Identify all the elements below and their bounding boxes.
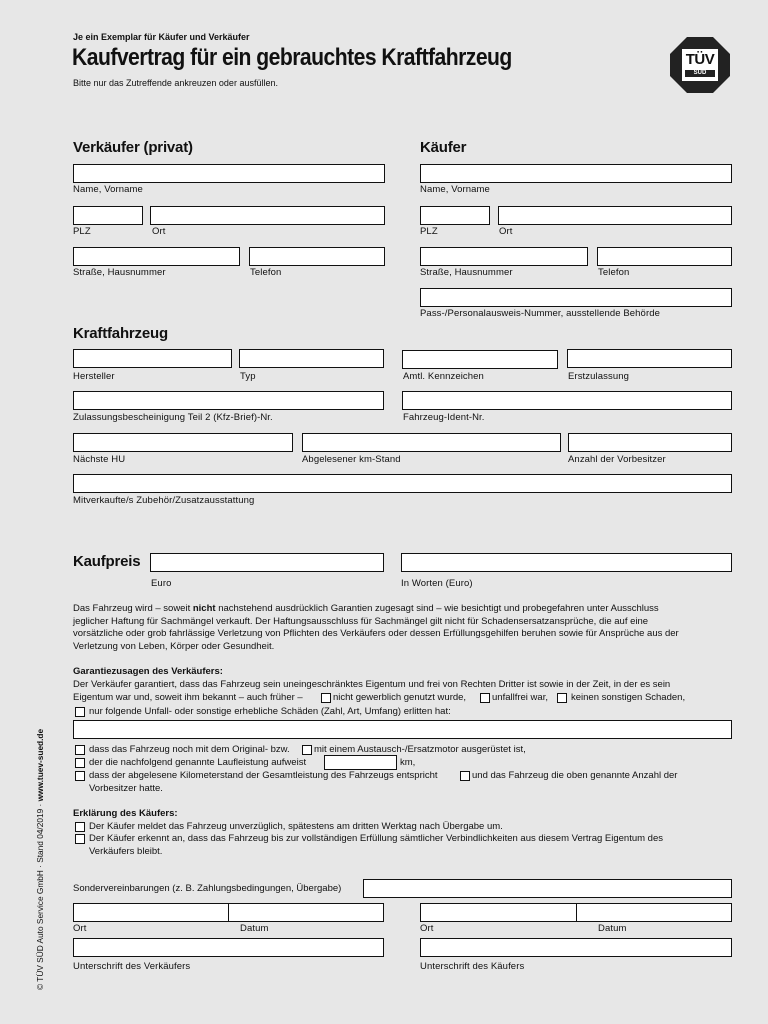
mileage-field[interactable]: [324, 755, 397, 770]
buyer-ort-label: Ort: [499, 226, 513, 237]
accident-free-checkbox[interactable]: [480, 693, 490, 703]
buyer-name-label: Name, Vorname: [420, 184, 490, 195]
vehicle-first-registration-label: Erstzulassung: [568, 371, 629, 382]
seller-sign-ort-label: Ort: [73, 923, 87, 934]
mileage-checkbox[interactable]: [75, 758, 85, 768]
vehicle-manufacturer-label: Hersteller: [73, 371, 115, 382]
header-note: Je ein Exemplar für Käufer und Verkäufer: [73, 32, 250, 42]
page-instruction: Bitte nur das Zutreffende ankreuzen oder ausfüllen.: [73, 78, 278, 88]
buyer-signature-label: Unterschrift des Käufers: [420, 961, 525, 972]
disclaimer-emphasis: nicht: [192, 603, 216, 614]
disclaimer-text: nachstehend ausdrücklich Garantien zugesagt sind – wie besichtigt und probegefahren unter Ausschluss: [215, 603, 659, 614]
vehicle-plate-label: Amtl. Kennzeichen: [403, 371, 484, 382]
vehicle-plate-field[interactable]: [402, 350, 558, 369]
exchange-engine-label: mit einem Austausch-/Ersatzmotor ausgerüstet ist,: [314, 744, 526, 755]
guarantees-text: Der Verkäufer garantiert, dass das Fahrzeug sein uneingeschränktes Eigentum und frei von Rechten Dritter ist sowie in der Zeit, in der es sein: [73, 679, 671, 690]
special-agreements-field[interactable]: [363, 879, 732, 898]
vehicle-reg-cert-label: Zulassungsbescheinigung Teil 2 (Kfz-Brief)-Nr.: [73, 412, 273, 423]
original-engine-label: dass das Fahrzeug noch mit dem Original- bzw.: [89, 744, 290, 755]
only-following-damage-label: nur folgende Unfall- oder sonstige erhebliche Schäden (Zahl, Art, Umfang) erlitten hat:: [89, 706, 451, 717]
page-title: Kaufvertrag für ein gebrauchtes Kraftfahrzeug: [72, 44, 512, 71]
km-total-label: dass der abgelesene Kilometerstand der Gesamtleistung des Fahrzeugs entspricht: [89, 770, 438, 781]
buyer-register-label: Der Käufer meldet das Fahrzeug unverzüglich, spätestens am dritten Werktag nach Übergabe um.: [89, 821, 503, 832]
original-engine-checkbox[interactable]: [75, 745, 85, 755]
no-damage-label: keinen sonstigen Schaden,: [571, 692, 686, 703]
buyer-plz-label: PLZ: [420, 226, 438, 237]
vehicle-next-hu-field[interactable]: [73, 433, 293, 452]
buyer-heading: Käufer: [420, 139, 467, 156]
vehicle-km-label: Abgelesener km-Stand: [302, 454, 401, 465]
ownership-reservation-label-cont: Verkäufers bleibt.: [89, 846, 163, 857]
not-commercial-label: nicht gewerblich genutzt wurde,: [333, 692, 467, 703]
seller-street-field[interactable]: [73, 247, 240, 266]
seller-phone-field[interactable]: [249, 247, 385, 266]
guarantees-heading: Garantiezusagen des Verkäufers:: [73, 666, 223, 677]
ownership-reservation-label: Der Käufer erkennt an, dass das Fahrzeug bis zur vollständigen Erfüllung sämtlicher Verbindlichkeiten aus diesem Vertrag Eigentum des: [89, 833, 664, 844]
seller-signature-label: Unterschrift des Verkäufers: [73, 961, 191, 972]
price-words-field[interactable]: [401, 553, 732, 572]
buyer-declaration-heading: Erklärung des Käufers:: [73, 808, 178, 819]
disclaimer-text: Das Fahrzeug wird – soweit: [73, 603, 193, 614]
seller-name-field[interactable]: [73, 164, 385, 183]
disclaimer-text: Verletzung von Leben, Körper oder Gesundheit.: [73, 640, 275, 652]
km-total-checkbox[interactable]: [75, 771, 85, 781]
vehicle-accessories-field[interactable]: [73, 474, 732, 493]
seller-street-label: Straße, Hausnummer: [73, 267, 166, 278]
buyer-sign-ort-field[interactable]: [420, 903, 577, 922]
buyer-id-label: Pass-/Personalausweis-Nummer, ausstellende Behörde: [420, 308, 660, 319]
damage-description-field[interactable]: [73, 720, 732, 739]
vehicle-vin-field[interactable]: [402, 391, 732, 410]
vehicle-type-field[interactable]: [239, 349, 384, 368]
buyer-phone-label: Telefon: [598, 267, 630, 278]
seller-name-label: Name, Vorname: [73, 184, 143, 195]
buyer-name-field[interactable]: [420, 164, 732, 183]
prev-owners-label-cont: Vorbesitzer hatte.: [89, 783, 163, 794]
vehicle-prev-owners-label: Anzahl der Vorbesitzer: [568, 454, 666, 465]
buyer-sign-date-field[interactable]: [576, 903, 732, 922]
disclaimer-paragraph: [73, 603, 733, 653]
vehicle-prev-owners-field[interactable]: [568, 433, 732, 452]
logo-text: TÜV: [685, 51, 715, 68]
prev-owners-label: und das Fahrzeug die oben genannte Anzahl der: [472, 770, 678, 781]
buyer-signature-field[interactable]: [420, 938, 732, 957]
buyer-street-field[interactable]: [420, 247, 588, 266]
buyer-phone-field[interactable]: [597, 247, 732, 266]
seller-ort-label: Ort: [152, 226, 166, 237]
vehicle-manufacturer-field[interactable]: [73, 349, 232, 368]
vehicle-reg-cert-field[interactable]: [73, 391, 384, 410]
ownership-reservation-checkbox[interactable]: [75, 834, 85, 844]
seller-heading: Verkäufer (privat): [73, 139, 193, 156]
accident-free-label: unfallfrei war,: [492, 692, 548, 703]
vehicle-vin-label: Fahrzeug-Ident-Nr.: [403, 412, 485, 423]
vehicle-heading: Kraftfahrzeug: [73, 325, 168, 342]
disclaimer-text: jeglicher Haftung für Sachmängel verkauft. Der Haftungsausschluss für Sachmängel gilt nicht für Schadensersatzansprüche, die auf eine: [73, 615, 649, 627]
seller-sign-ort-field[interactable]: [73, 903, 229, 922]
buyer-sign-ort-label: Ort: [420, 923, 434, 934]
logo-subtext: SÜD: [693, 70, 707, 76]
seller-plz-label: PLZ: [73, 226, 91, 237]
seller-sign-date-label: Datum: [240, 923, 269, 934]
seller-plz-field[interactable]: [73, 206, 143, 225]
price-heading: Kaufpreis: [73, 553, 141, 570]
disclaimer-text: vorsätzliche oder grob fahrlässige Verletzung von Pflichten des Verkäufers oder dessen Erfüllungsgehilfen beruhen sowie für Ansprüche aus der: [73, 628, 679, 640]
copyright-text: © TÜV SÜD Auto Service GmbH · Stand 04/2019 ·: [35, 801, 45, 990]
seller-ort-field[interactable]: [150, 206, 385, 225]
exchange-engine-checkbox[interactable]: [302, 745, 312, 755]
buyer-register-checkbox[interactable]: [75, 822, 85, 832]
seller-sign-date-field[interactable]: [228, 903, 384, 922]
vehicle-type-label: Typ: [240, 371, 256, 382]
buyer-street-label: Straße, Hausnummer: [420, 267, 513, 278]
vehicle-next-hu-label: Nächste HU: [73, 454, 126, 465]
price-euro-label: Euro: [151, 578, 172, 589]
price-euro-field[interactable]: [150, 553, 384, 572]
buyer-ort-field[interactable]: [498, 206, 732, 225]
guarantees-text: Eigentum war und, soweit ihm bekannt – auch früher –: [73, 692, 303, 703]
buyer-sign-date-label: Datum: [598, 923, 627, 934]
buyer-id-field[interactable]: [420, 288, 732, 307]
vehicle-accessories-label: Mitverkaufte/s Zubehör/Zusatzausstattung: [73, 495, 255, 506]
vehicle-km-field[interactable]: [302, 433, 561, 452]
no-damage-checkbox[interactable]: [557, 693, 567, 703]
buyer-plz-field[interactable]: [420, 206, 490, 225]
website-link[interactable]: www.tuev-sued.de: [35, 728, 45, 802]
only-following-damage-checkbox[interactable]: [75, 707, 85, 717]
vehicle-first-registration-field[interactable]: [567, 349, 732, 368]
mileage-label: der die nachfolgend genannte Laufleistung aufweist: [89, 757, 307, 768]
seller-phone-label: Telefon: [250, 267, 282, 278]
not-commercial-checkbox[interactable]: [321, 693, 331, 703]
prev-owners-checkbox[interactable]: [460, 771, 470, 781]
seller-signature-field[interactable]: [73, 938, 384, 957]
special-agreements-label: Sondervereinbarungen (z. B. Zahlungsbedingungen, Übergabe): [73, 883, 342, 894]
copyright-footer: [35, 729, 45, 990]
price-words-label: In Worten (Euro): [401, 578, 473, 589]
mileage-unit: km,: [400, 757, 416, 768]
tuev-sued-logo: [669, 36, 731, 94]
